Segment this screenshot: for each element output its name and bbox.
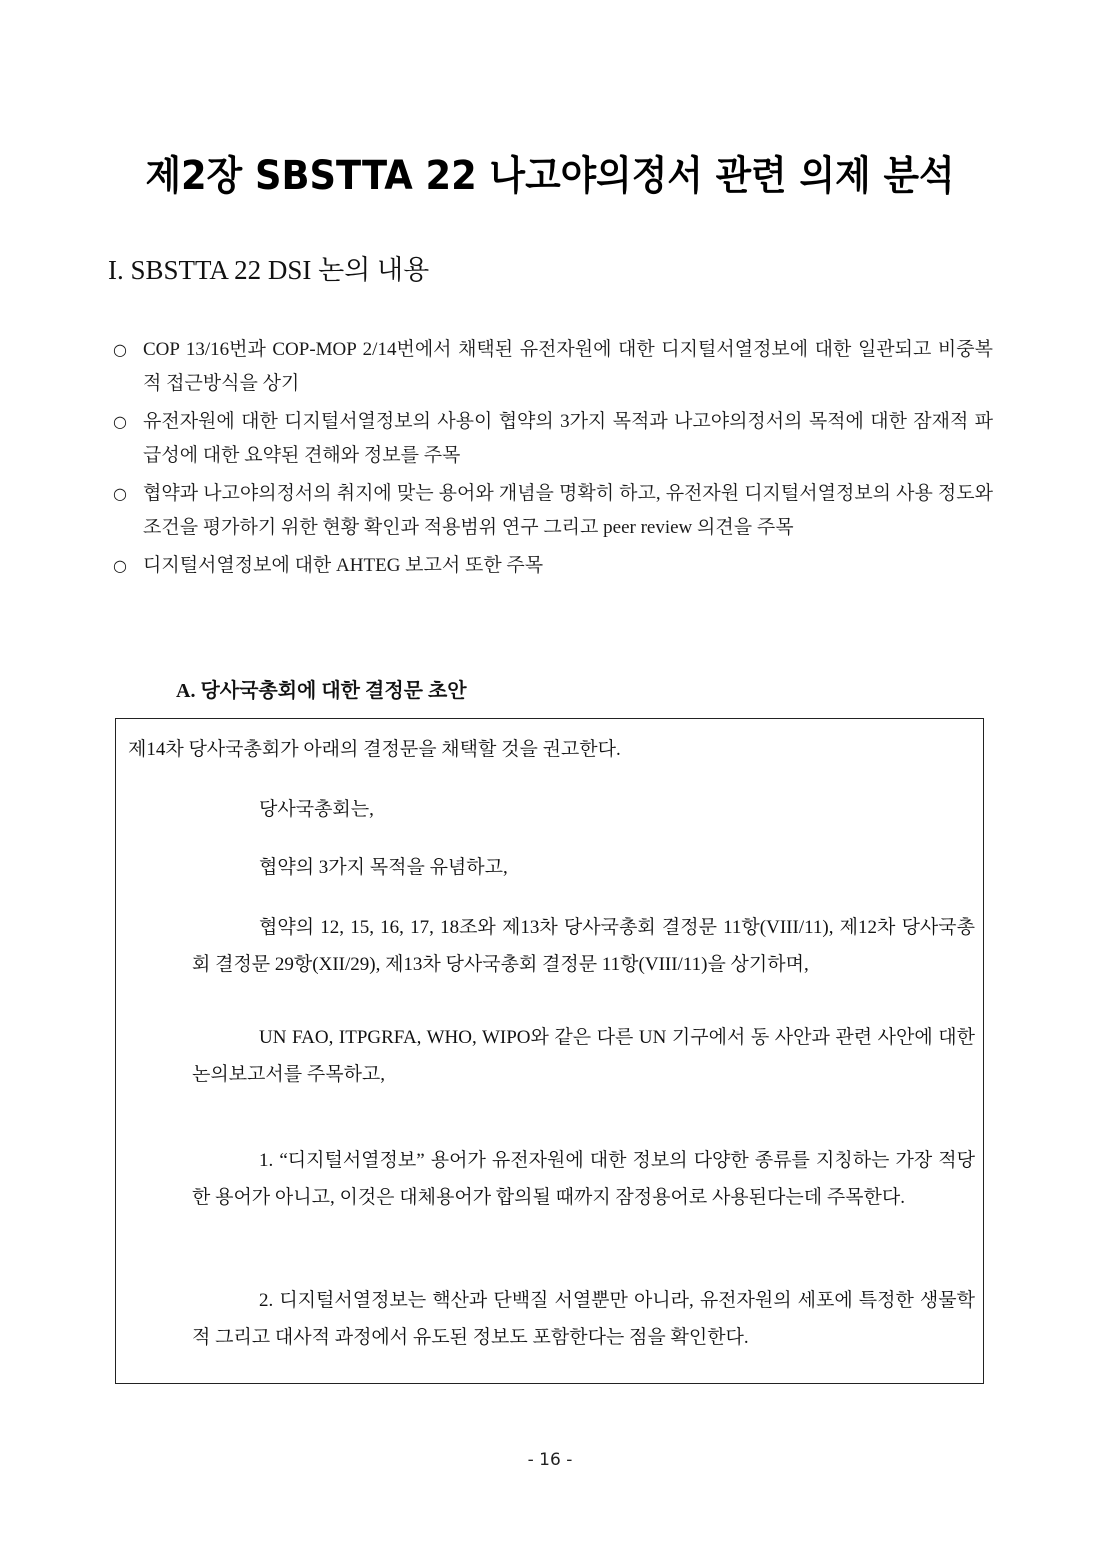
page-number: - 16 -	[527, 1450, 573, 1470]
chapter-title: 제2장 SBSTTA 22 나고야의정서 관련 의제 분석	[145, 153, 955, 199]
bullet-text: 협약과 나고야의정서의 취지에 맞는 용어와 개념을 명확히 하고, 유전자원 디지털서열정보의 사용 정도와 조건을 평가하기 위한 현황 확인과 적용범위 연구 그리고 peer review 의견을 주목	[143, 483, 993, 538]
box-paragraph: 협약의 12, 15, 16, 17, 18조와 제13차 당사국총회 결정문 11항(VIII/11), 제12차 당사국총회 결정문 29항(XII/29), 제13차 당사국총회 결정문 11항(VIII/11)을 상기하며,	[192, 917, 975, 975]
bullet-text: COP 13/16번과 COP-MOP 2/14번에서 채택된 유전자원에 대한 디지털서열정보에 대한 일관되고 비중복적 접근방식을 상기	[143, 339, 993, 394]
subsection-title: A. 당사국총회에 대한 결정문 초안	[176, 680, 467, 702]
bullet-item	[113, 477, 993, 545]
hollow-circle-icon: ○	[113, 340, 127, 359]
box-paragraph: 2. 디지털서열정보는 핵산과 단백질 서열뿐만 아니라, 유전자원의 세포에 특정한 생물학적 그리고 대사적 과정에서 유도된 정보도 포함한다는 점을 확인한다.	[192, 1290, 975, 1348]
box-paragraph: UN FAO, ITPGRFA, WHO, WIPO와 같은 다른 UN 기구에서 동 사안과 관련 사안에 대한 논의보고서를 주목하고,	[192, 1027, 975, 1085]
hollow-circle-icon: ○	[113, 484, 127, 503]
section-title: I. SBSTTA 22 DSI 논의 내용	[108, 255, 430, 285]
box-paragraph: 협약의 3가지 목적을 유념하고,	[259, 857, 508, 878]
hollow-circle-icon: ○	[113, 556, 127, 575]
bullet-item	[113, 333, 993, 401]
box-intro-text: 제14차 당사국총회가 아래의 결정문을 채택할 것을 권고한다.	[128, 739, 621, 760]
bullet-item	[113, 405, 993, 473]
bullet-text: 디지털서열정보에 대한 AHTEG 보고서 또한 주목	[143, 555, 544, 576]
box-paragraph: 당사국총회는,	[259, 799, 374, 820]
box-paragraph: 1. “디지털서열정보” 용어가 유전자원에 대한 정보의 다양한 종류를 지칭하는 가장 적당한 용어가 아니고, 이것은 대체용어가 합의될 때까지 잠정용어로 사용된다는데 주목한다.	[192, 1150, 975, 1208]
bullet-list	[113, 333, 993, 587]
draft-decision-box	[115, 718, 984, 1384]
bullet-text: 유전자원에 대한 디지털서열정보의 사용이 협약의 3가지 목적과 나고야의정서의 목적에 대한 잠재적 파급성에 대한 요약된 견해와 정보를 주목	[143, 411, 993, 466]
hollow-circle-icon: ○	[113, 412, 127, 431]
bullet-item	[113, 549, 993, 583]
